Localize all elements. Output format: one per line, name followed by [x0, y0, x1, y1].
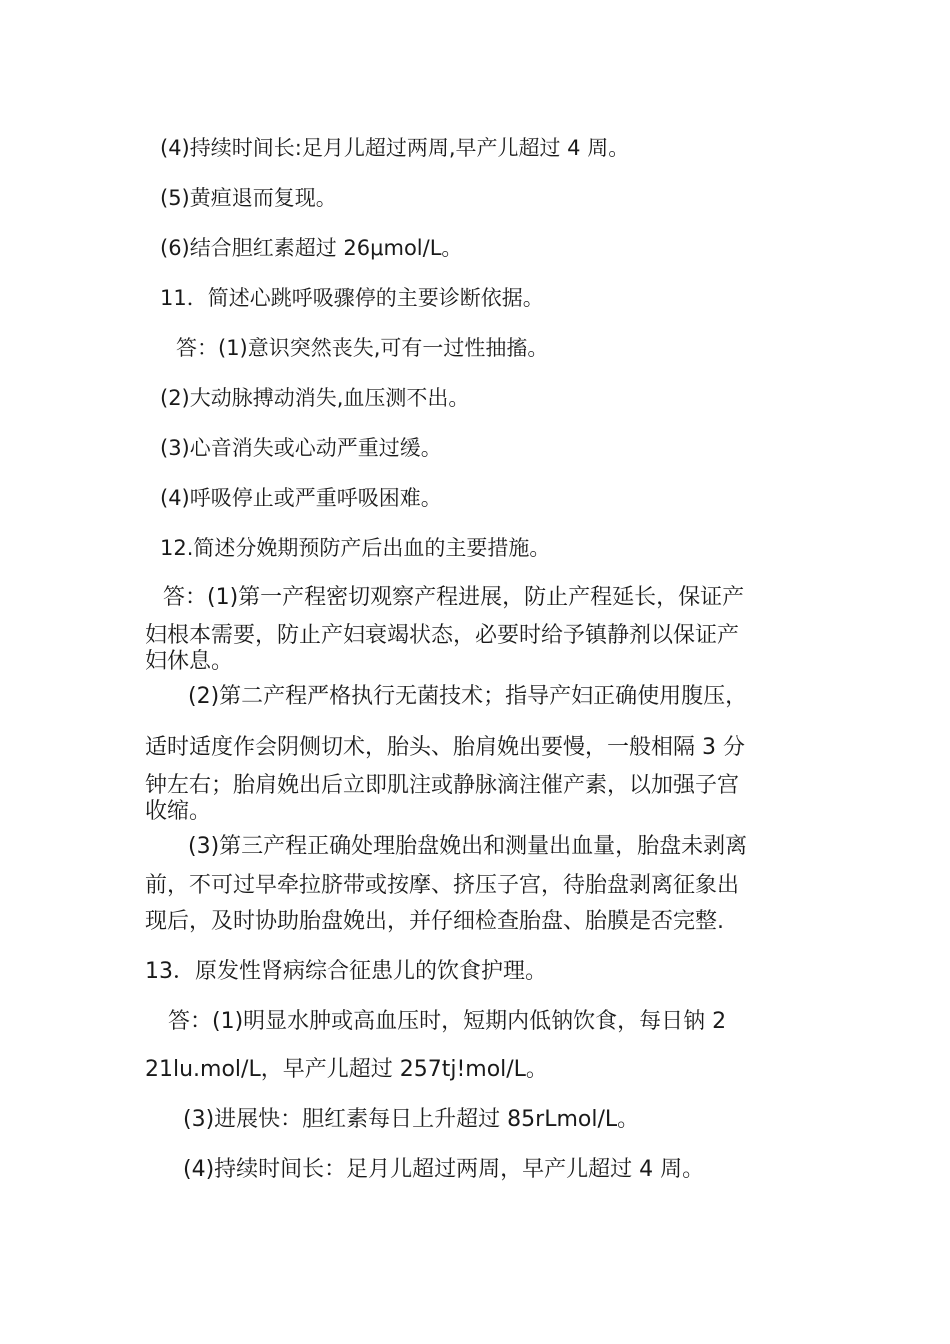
text-line: 前，不可过早牵拉脐带或按摩、挤压子宫，待胎盘剥离征象出: [145, 873, 740, 898]
text-line: (4)呼吸停止或严重呼吸困难。: [160, 486, 442, 510]
text-line: (2)第二产程严格执行无菌技术；指导产妇正确使用腹压，: [188, 684, 748, 709]
text-line: 答：(1)明显水肿或高血压时，短期内低钠饮食，每日钠 2: [168, 1009, 727, 1034]
text-line: 适时适度作会阴侧切术，胎头、胎肩娩出要慢，一般相隔 3 分: [145, 735, 745, 760]
text-line: (3)心音消失或心动严重过缓。: [160, 436, 442, 460]
text-line: (4)持续时间长:足月儿超过两周,早产儿超过 4 周。: [160, 136, 630, 160]
text-line: 答：(1)意识突然丧失,可有一过性抽搐。: [176, 336, 549, 360]
text-line: 收缩。: [145, 799, 212, 824]
text-line: 妇休息。: [145, 649, 234, 674]
text-line: (2)大动脉搏动消失,血压测不出。: [160, 386, 470, 410]
text-line: 答：(1)第一产程密切观察产程进展，防止产程延长，保证产: [163, 585, 745, 610]
text-line: 妇根本需要，防止产妇衰竭状态，必要时给予镇静剂以保证产: [145, 623, 740, 648]
text-line: (3)进展快：胆红素每日上升超过 85rLmol/L。: [183, 1107, 640, 1132]
text-line: (6)结合胆红素超过 26μmol/L。: [160, 236, 463, 260]
text-line: 钟左右；胎肩娩出后立即肌注或静脉滴注催产素，以加强子宫: [145, 773, 740, 798]
text-line: (3)第三产程正确处理胎盘娩出和测量出血量，胎盘未剥离: [188, 834, 748, 859]
text-line: (5)黄疸退而复现。: [160, 186, 337, 210]
text-line: 21lu.mol/L，早产儿超过 257tj!mol/L。: [145, 1057, 548, 1082]
text-line: 现后，及时协助胎盘娩出，并仔细检查胎盘、胎膜是否完整.: [145, 909, 724, 934]
section-heading-11: 11．简述心跳呼吸骤停的主要诊断依据。: [160, 286, 544, 310]
section-heading-13: 13．原发性肾病综合征患儿的饮食护理。: [145, 959, 547, 984]
section-heading-12: 12.简述分娩期预防产后出血的主要措施。: [160, 536, 551, 560]
text-line: (4)持续时间长：足月儿超过两周，早产儿超过 4 周。: [183, 1157, 705, 1182]
